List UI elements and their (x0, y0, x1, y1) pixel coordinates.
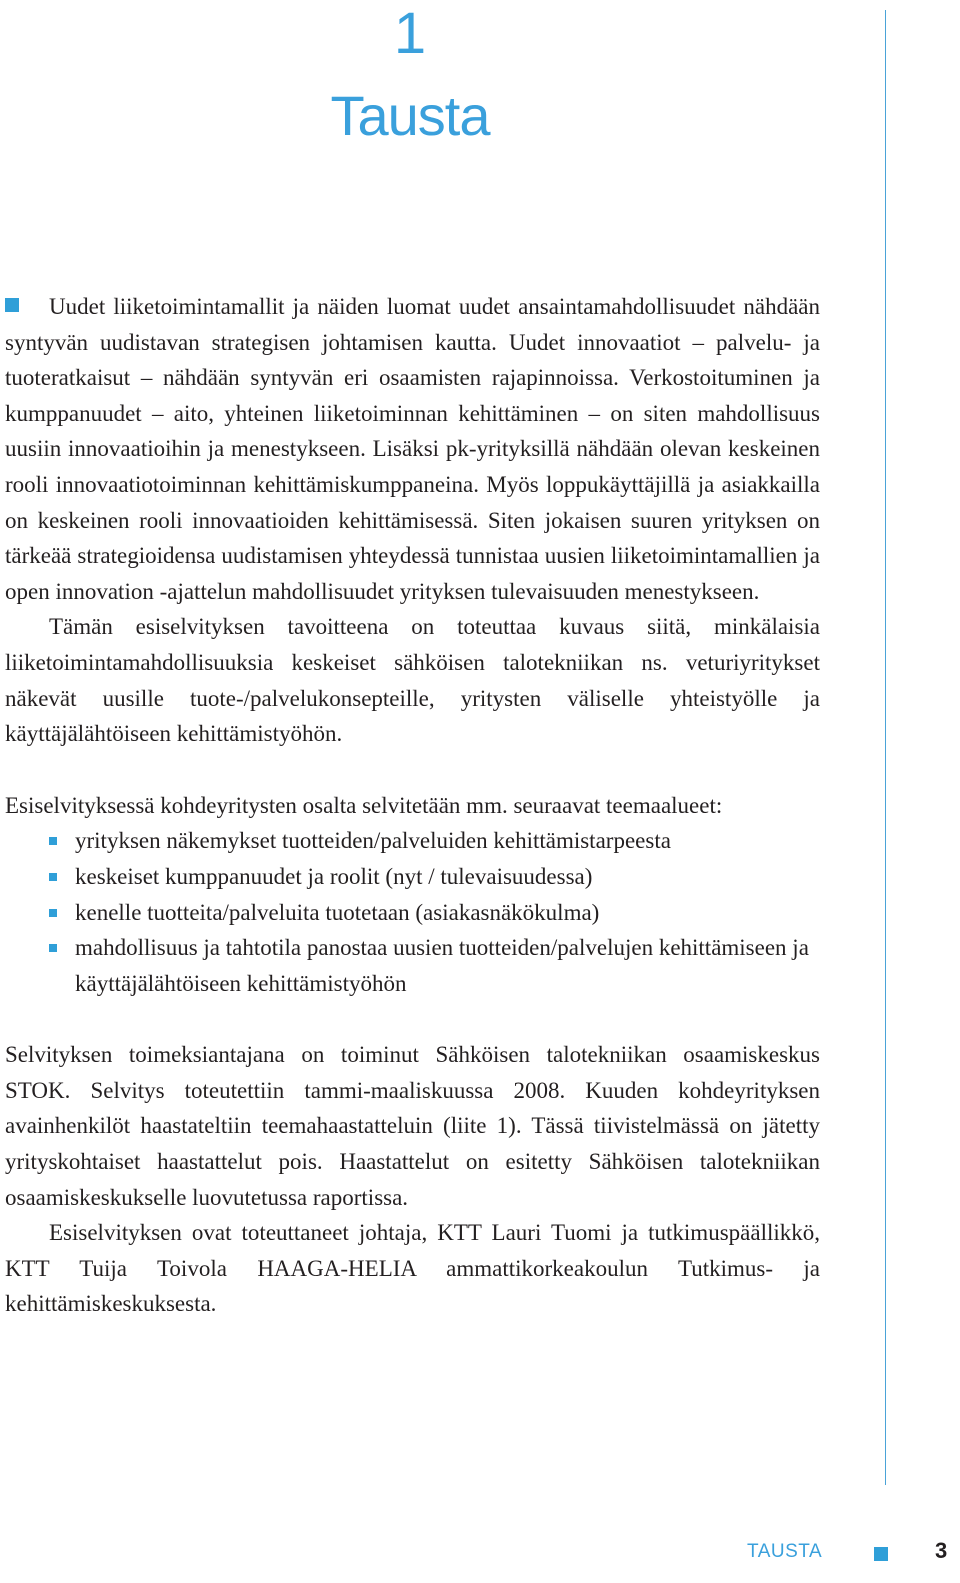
chapter-number: 1 (393, 1, 427, 66)
paragraph-aim: Tämän esiselvityksen tavoitteena on toteuttaa kuvaus siitä, minkälaisia liiketoimintamahdollisuuksia keskeiset sähköisen talotekniikan ns. veturiyritykset näkevät uusille tuote-/palvelukonsepteille, yritysten väliselle yhteistyölle ja käyttäjälähtöiseen kehittämistyöhön. (5, 614, 820, 747)
square-marker-icon (874, 1547, 888, 1561)
chapter-title: Tausta (330, 84, 490, 147)
paragraph-authors: Esiselvityksen ovat toteuttaneet johtaja, KTT Lauri Tuomi ja tutkimuspäällikkö, KTT Tuija Toivola HAAGA-HELIA ammattikorkeakoulun Tutkimus- ja kehittämiskeskuksesta. (5, 1220, 820, 1317)
list-item: kenelle tuotteita/palveluita tuotetaan (asiakasnäkökulma) (5, 895, 820, 931)
footer-section-label: TAUSTA (747, 1541, 823, 1562)
page-footer (0, 1538, 960, 1568)
bullet-icon (49, 944, 57, 952)
bullet-icon (49, 873, 57, 881)
paragraph-commission: Selvityksen toimeksiantajana on toiminut Sähköisen talotekniikan osaamiskeskus STOK. Selvitys toteutettiin tammi-maaliskuussa 2008. Kuuden kohdeyrityksen avainhenkilöt haastateltiin teemahaastatteluin (liite 1). Tässä tiivistelmässä on jätetty yrityskohtaiset haastattelut pois. Haastattelut on esitetty Sähköisen talotekniikan osaamiskeskukselle luovutetussa raportissa. (5, 1042, 820, 1210)
paragraph-intro: Uudet liiketoimintamallit ja näiden luomat uudet ansaintamahdollisuudet nähdään syntyvän uudistavan strategisen johtamisen kautta. Uudet innovaatiot – palvelu- ja tuoteratkaisut – nähdään syntyvän eri osaamisten rajapinnoissa. Verkostoituminen ja kumppanuudet – aito, yhteinen liiketoiminnan kehittäminen – on siten mahdollisuus uusiin innovaatioihin ja menestykseen. Lisäksi pk-yrityksillä nähdään olevan keskeinen rooli innovaatiotoiminnan kehittämiskumppaneina. Myös loppukäyttäjillä ja asiakkailla on keskeinen rooli innovaatioiden kehittämisessä. Siten jokaisen suuren yrityksen on tärkeää strategioidensa uudistamisen yhteydessä tunnistaa uusien liiketoimintamallien ja open innovation -ajattelun mahdollisuudet yrityksen tulevaisuuden menestykseen. (5, 294, 820, 604)
list-item: keskeiset kumppanuudet ja roolit (nyt / tulevaisuudessa) (5, 859, 820, 895)
bullet-icon (49, 837, 57, 845)
paragraph-themes-intro: Esiselvityksessä kohdeyritysten osalta selvitetään mm. seuraavat teemaalueet: (5, 792, 723, 818)
bullet-icon (49, 909, 57, 917)
margin-rule (885, 10, 886, 1485)
theme-list (5, 823, 820, 1001)
list-item: mahdollisuus ja tahtotila panostaa uusien tuotteiden/palvelujen kehittämiseen ja käyttäjälähtöiseen kehittämistyöhön (5, 930, 820, 1001)
page-number: 3 (935, 1538, 948, 1563)
list-item: yrityksen näkemykset tuotteiden/palveluiden kehittämistarpeesta (5, 823, 820, 859)
square-bullet-icon (5, 298, 19, 312)
body-text (5, 289, 820, 1322)
